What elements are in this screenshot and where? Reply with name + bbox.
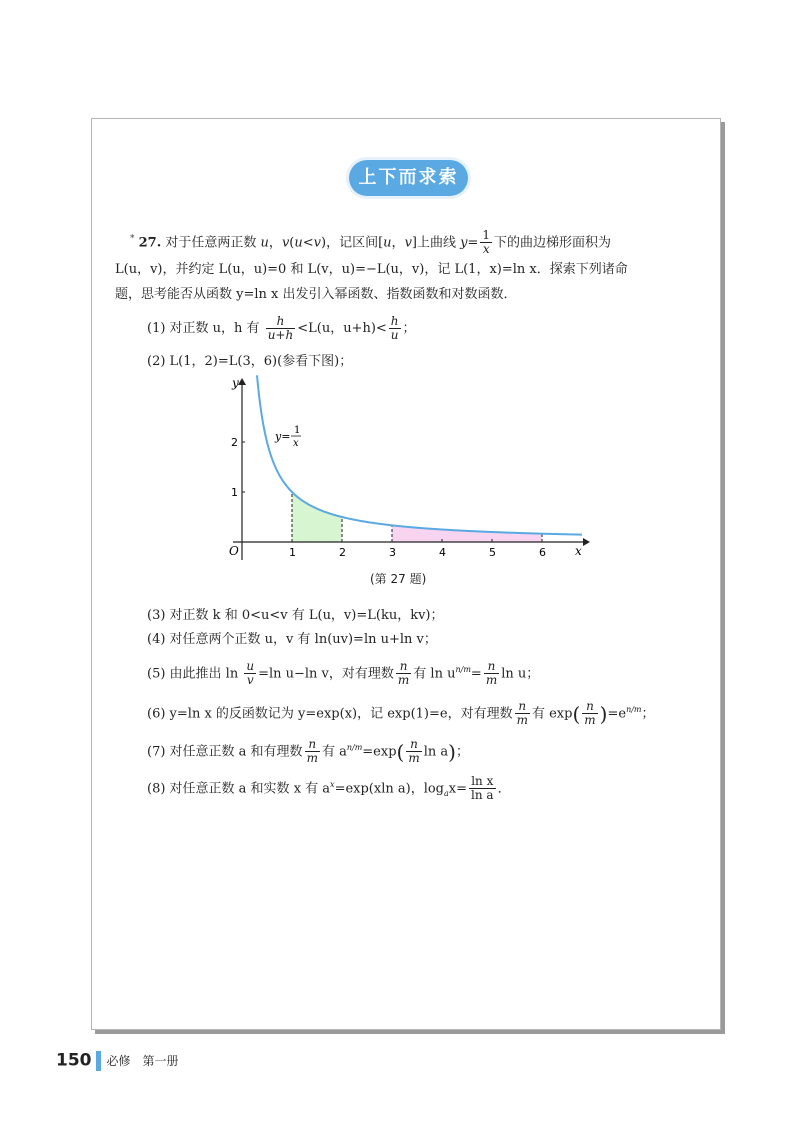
item-2: (2) L(1，2)=L(3，6)(参看下图)；	[147, 354, 353, 369]
text: )，记区间[	[321, 235, 384, 251]
x-tick-label-3: 3	[389, 546, 396, 559]
text: 对于任意两正数	[165, 235, 261, 251]
reciprocal-function-graph	[225, 375, 590, 570]
text: u	[383, 235, 392, 251]
text: =	[467, 235, 479, 251]
subscript: a	[444, 788, 449, 798]
text: <L(u，u+h)<	[297, 321, 387, 336]
text: =exp(xln a)，log	[334, 781, 444, 797]
exponent: n/m	[455, 665, 471, 674]
figure-caption: (第 27 题)	[370, 572, 427, 586]
exponent: n/m	[626, 705, 642, 714]
text: =e	[607, 706, 627, 722]
footer-accent-bar	[96, 1051, 101, 1071]
x-tick-label-1: 1	[289, 546, 296, 559]
text: (6) y=ln x 的反函数记为 y=exp(x)，记 exp(1)=e，对有理数	[147, 706, 513, 722]
y-axis-arrow	[238, 378, 246, 385]
text: ]上曲线	[411, 235, 461, 251]
text: y	[460, 235, 468, 251]
text: ，	[268, 235, 282, 251]
x-tick-label-2: 2	[339, 546, 346, 559]
text: =exp	[362, 744, 397, 760]
text: (5) 由此推出 ln	[147, 666, 243, 682]
fraction: $\frac{n}{m}$	[408, 737, 420, 766]
text: ln u；	[501, 666, 540, 682]
x-tick-label-4: 4	[439, 546, 446, 559]
fraction: $\frac{\text{ln x}}{\text{ln a}}$	[471, 774, 494, 803]
x-tick-label-5: 5	[489, 546, 496, 559]
text: 有 a	[321, 744, 347, 760]
fraction: $\frac{n}{m}$	[516, 699, 528, 728]
optional-star: *	[130, 234, 135, 244]
fraction: $\frac{h}{u+h}$	[267, 314, 294, 342]
fraction: $\frac{1}{x}$	[482, 228, 491, 257]
problem-line-2: L(u，v)，并约定 L(u，u)=0 和 L(v，u)=−L(u，v)，记 L(1，x)=ln x．探索下列诸命	[115, 262, 628, 277]
text: ；	[455, 744, 469, 760]
problem-line-3: 题，思考能否从函数 y=ln x 出发引入幂函数、指数函数和对数函数．	[115, 287, 517, 302]
item-6: (6) y=ln x 的反函数记为 y=exp(x)，记 exp(1)=e，对有理数 $\frac{n}{m}$ 有 exp( $\frac{n}{m}$ )$=e^{n/m}$；	[147, 699, 655, 728]
text: v	[313, 235, 322, 251]
text: =ln u−ln v，对有理数	[258, 666, 394, 682]
x-axis-arrow	[583, 538, 590, 546]
item-3: (3) 对正数 k 和 0<u<v 有 L(u，v)=L(ku，kv)；	[147, 608, 444, 623]
text: <	[302, 235, 314, 251]
exponent: x	[330, 780, 335, 789]
problem-number: 27.	[138, 235, 162, 251]
fraction: $\frac{n}{m}$	[485, 659, 498, 688]
fraction: $\frac{u}{v}$	[246, 659, 255, 688]
text: ；	[641, 706, 655, 722]
page-footer	[56, 1050, 179, 1072]
text: v	[404, 235, 412, 251]
book-title: 必修 第一册	[106, 1054, 179, 1068]
text: u	[294, 235, 303, 251]
curve-label-prefix: y=	[275, 430, 291, 443]
fraction: $\frac{n}{m}$	[306, 737, 318, 766]
curve-label-num: 1	[294, 425, 301, 436]
x-tick-label-6: 6	[539, 546, 546, 559]
text: (7) 对任意正数 a 和有理数	[147, 744, 303, 760]
text: ln a	[423, 744, 449, 760]
curve-label-den: x	[293, 438, 299, 449]
text: ；	[402, 321, 416, 336]
fraction: $\frac{h}{u}$	[390, 314, 399, 342]
text: ．	[497, 781, 511, 797]
page-number: 150	[56, 1050, 92, 1071]
text: (1) 对正数 u，h 有	[147, 321, 264, 336]
text: 有 ln u	[413, 666, 456, 682]
y-axis-label: y	[232, 376, 239, 390]
item-4: (4) 对任意两个正数 u，v 有 ln(uv)=ln u+ln v；	[147, 632, 437, 647]
text: =	[470, 666, 482, 682]
origin-label: O	[229, 544, 239, 558]
item-1	[147, 315, 416, 342]
x-axis-label: x	[575, 544, 582, 558]
text: 下的曲边梯形面积为	[494, 235, 612, 251]
text: u	[260, 235, 269, 251]
fraction: $\frac{n}{m}$	[584, 699, 596, 728]
section-title-banner: 上下而求索	[349, 160, 468, 196]
text: (8) 对任意正数 a 和实数 x 有 a	[147, 781, 331, 797]
y-tick-label-1: 1	[231, 486, 238, 499]
text: v	[281, 235, 290, 251]
y-tick-label-2: 2	[231, 436, 238, 449]
text: (	[289, 235, 295, 251]
problem-line-1	[130, 229, 611, 256]
text: ，	[391, 235, 405, 251]
item-7: (7) 对任意正数 a 和有理数 $\frac{n}{m}$ 有 $a^{n/m}=\exp$( $\frac{n}{m}$ ln a)；	[147, 737, 469, 766]
text: x=	[448, 781, 468, 797]
text: 有 exp	[531, 706, 573, 722]
exponent: n/m	[346, 743, 363, 752]
item-8	[147, 775, 511, 804]
fraction: $\frac{n}{m}$	[397, 659, 410, 688]
item-5	[147, 660, 539, 687]
